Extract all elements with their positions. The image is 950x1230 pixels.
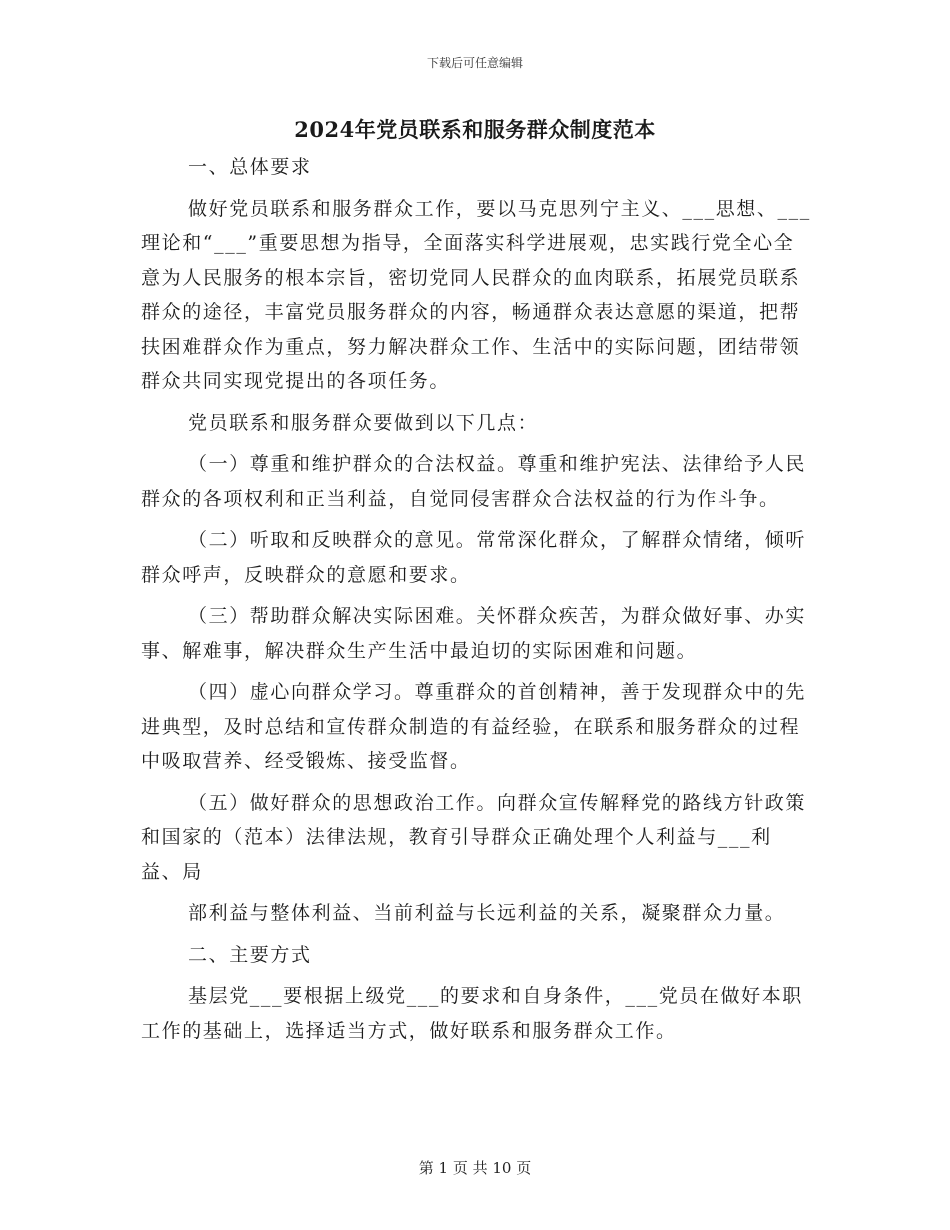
document-body <box>141 150 811 1048</box>
paragraph: 做好党员联系和服务群众工作，要以马克思列宁主义、___思想、___理论和“___”重要思想为指导，全面落实科学进展观，忠实践行党全心全意为人民服务的根本宗旨，密切党同人民群众的血肉联系，拓展党员联系群众的途径，丰富党员服务群众的内容，畅通群众表达意愿的渠道，把帮扶困难群众作为重点，努力解决群众工作、生活中的实际问题，团结带领群众共同实现党提出的各项任务。 <box>141 197 811 392</box>
paragraph: 党员联系和服务群众要做到以下几点： <box>188 411 539 434</box>
paragraph: （二）听取和反映群众的意见。常常深化群众，了解群众情绪，倾听群众呼声，反映群众的意愿和要求。 <box>141 529 807 586</box>
paragraph: （五）做好群众的思想政治工作。向群众宣传解释党的路线方针政策和国家的（范本）法律法规，教育引导群众正确处理个人利益与___利益、局 <box>141 791 807 883</box>
paragraph: （一）尊重和维护群众的合法权益。尊重和维护宪法、法律给予人民群众的各项权利和正当利益，自觉同侵害群众合法权益的行为作斗争。 <box>141 453 807 510</box>
paragraph: （四）虚心向群众学习。尊重群众的首创精神，善于发现群众中的先进典型，及时总结和宣传群众制造的有益经验，在联系和服务群众的过程中吸取营养、经受锻炼、接受监督。 <box>141 681 807 772</box>
section-heading: 一、总体要求 <box>188 156 312 178</box>
document-title: 2024年党员联系和服务群众制度范本 <box>294 117 656 142</box>
paragraph: 部利益与整体利益、当前利益与长远利益的关系，凝聚群众力量。 <box>188 902 786 924</box>
header-note: 下载后可任意编辑 <box>426 56 523 70</box>
page-number: 第 1 页 共 10 页 <box>418 1159 532 1177</box>
paragraph: 基层党___要根据上级党___的要求和自身条件，___党员在做好本职工作的基础上，选择适当方式，做好联系和服务群众工作。 <box>141 985 803 1042</box>
paragraph: （三）帮助群众解决实际困难。关怀群众疾苦，为群众做好事、办实事、解难事，解决群众生产生活中最迫切的实际困难和问题。 <box>141 605 807 662</box>
section-heading: 二、主要方式 <box>188 943 312 966</box>
